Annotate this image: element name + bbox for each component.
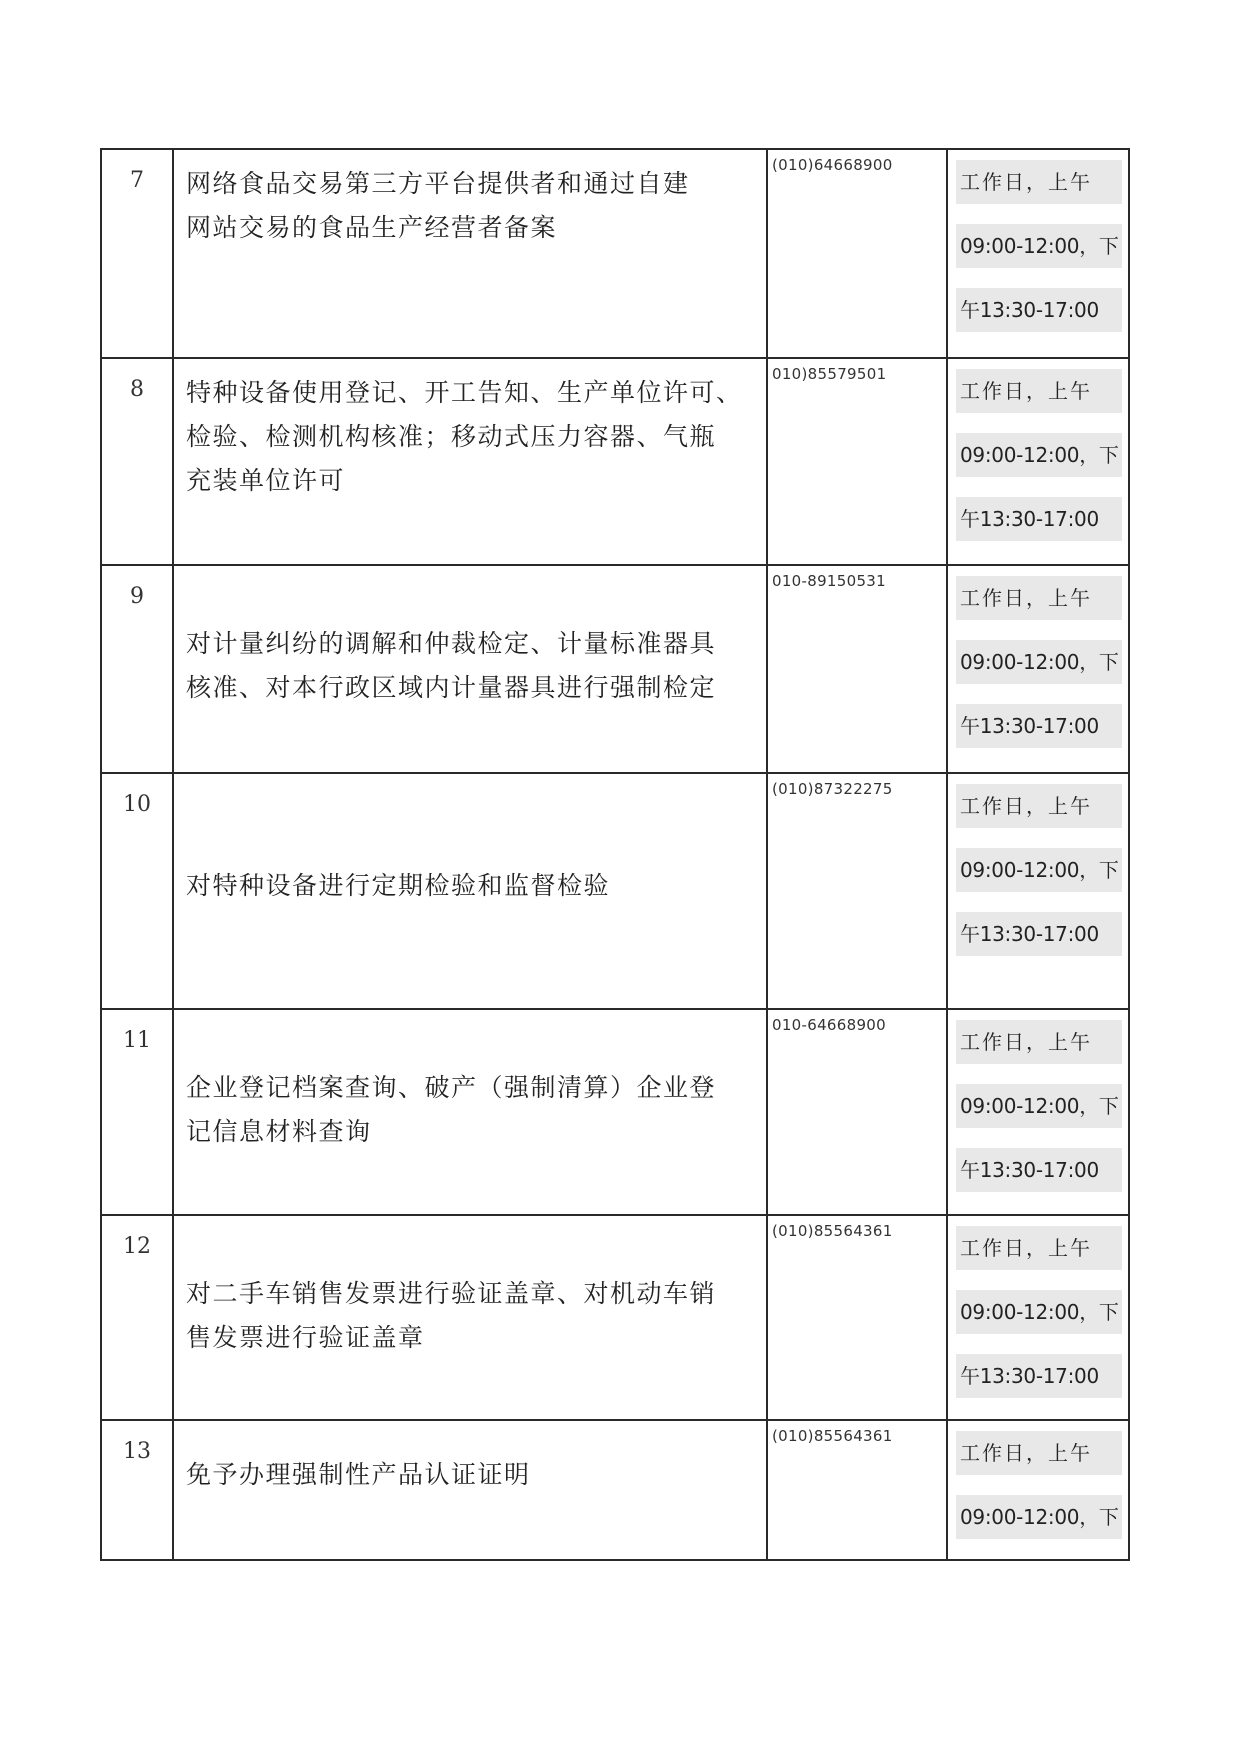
- service-item-text: [174, 1010, 766, 1154]
- office-hours-line: 午13:30-17:00: [956, 1354, 1122, 1398]
- service-item-cell: [173, 565, 767, 773]
- service-item-line: 对二手车销售发票进行验证盖章、对机动车销: [186, 1279, 717, 1308]
- office-hours-line: 工作日，上午: [956, 369, 1122, 413]
- row-number-cell: [101, 1215, 173, 1420]
- row-number: 10: [123, 792, 151, 817]
- table-row: [101, 1215, 1129, 1420]
- office-hours-cell: [947, 565, 1129, 773]
- office-hours-line: 09:00-12:00，下: [956, 640, 1122, 684]
- service-item-text: [174, 774, 766, 908]
- row-number-cell: [101, 565, 173, 773]
- office-hours-line: 09:00-12:00，下: [956, 1495, 1122, 1539]
- service-item-cell: [173, 1215, 767, 1420]
- office-hours-line: 工作日，上午: [956, 160, 1122, 204]
- phone-number: (010)87322275: [772, 780, 893, 798]
- row-number-cell: [101, 149, 173, 358]
- office-hours-line: 工作日，上午: [956, 1020, 1122, 1064]
- phone-cell: [767, 358, 947, 565]
- service-item-line: 售发票进行验证盖章: [186, 1323, 425, 1352]
- office-hours-line: 工作日，上午: [956, 576, 1122, 620]
- phone-number: 010-89150531: [772, 572, 886, 590]
- office-hours-line: 午13:30-17:00: [956, 1148, 1122, 1192]
- office-hours-line: 工作日，上午: [956, 784, 1122, 828]
- phone-cell: [767, 565, 947, 773]
- service-item-text: [174, 1421, 766, 1497]
- phone-cell: [767, 1215, 947, 1420]
- phone-number: 010)85579501: [772, 365, 887, 383]
- service-item-cell: [173, 149, 767, 358]
- table-row: [101, 1420, 1129, 1560]
- phone-cell: [767, 773, 947, 1009]
- service-item-cell: [173, 358, 767, 565]
- service-item-line: 网站交易的食品生产经营者备案: [186, 213, 558, 242]
- service-item-line: 企业登记档案查询、破产（强制清算）企业登: [186, 1073, 717, 1102]
- service-item-line: 检验、检测机构核准；移动式压力容器、气瓶: [186, 422, 717, 451]
- service-item-line: 记信息材料查询: [186, 1117, 372, 1146]
- service-item-cell: [173, 1009, 767, 1215]
- office-hours-line: 午13:30-17:00: [956, 288, 1122, 332]
- phone-number: (010)85564361: [772, 1427, 893, 1445]
- office-hours-line: 工作日，上午: [956, 1226, 1122, 1270]
- office-hours-line: 09:00-12:00，下: [956, 1084, 1122, 1128]
- row-number: 13: [123, 1439, 151, 1464]
- office-hours-line: 工作日，上午: [956, 1431, 1122, 1475]
- service-item-line: 免予办理强制性产品认证证明: [186, 1460, 531, 1489]
- office-hours-cell: [947, 358, 1129, 565]
- office-hours-line: 09:00-12:00，下: [956, 433, 1122, 477]
- table-row: [101, 149, 1129, 358]
- row-number-cell: [101, 1420, 173, 1560]
- service-item-text: [174, 566, 766, 710]
- office-hours-line: 午13:30-17:00: [956, 704, 1122, 748]
- service-item-cell: [173, 773, 767, 1009]
- office-hours-line: 午13:30-17:00: [956, 912, 1122, 956]
- service-item-line: 充装单位许可: [186, 466, 346, 495]
- service-table-body: [101, 149, 1129, 1560]
- office-hours-line: 09:00-12:00，下: [956, 1290, 1122, 1334]
- office-hours-cell: [947, 773, 1129, 1009]
- row-number-cell: [101, 358, 173, 565]
- row-number: 8: [130, 377, 144, 402]
- service-item-text: [174, 150, 766, 250]
- service-item-line: 对特种设备进行定期检验和监督检验: [186, 871, 611, 900]
- row-number-cell: [101, 1009, 173, 1215]
- office-hours-line: 09:00-12:00，下: [956, 848, 1122, 892]
- phone-number: (010)64668900: [772, 156, 893, 174]
- office-hours-line: 09:00-12:00，下: [956, 224, 1122, 268]
- service-item-line: 特种设备使用登记、开工告知、生产单位许可、: [186, 378, 743, 407]
- table-row: [101, 358, 1129, 565]
- service-item-line: 核准、对本行政区域内计量器具进行强制检定: [186, 673, 717, 702]
- phone-number: 010-64668900: [772, 1016, 886, 1034]
- office-hours-cell: [947, 1215, 1129, 1420]
- table-row: [101, 1009, 1129, 1215]
- service-item-text: [174, 1216, 766, 1360]
- service-item-text: [174, 359, 766, 503]
- service-item-line: 网络食品交易第三方平台提供者和通过自建: [186, 169, 690, 198]
- phone-cell: [767, 149, 947, 358]
- office-hours-cell: [947, 1420, 1129, 1560]
- row-number: 9: [130, 584, 144, 609]
- phone-number: (010)85564361: [772, 1222, 893, 1240]
- office-hours-cell: [947, 1009, 1129, 1215]
- row-number: 11: [123, 1028, 151, 1053]
- service-table: [100, 148, 1130, 1561]
- phone-cell: [767, 1420, 947, 1560]
- table-row: [101, 565, 1129, 773]
- phone-cell: [767, 1009, 947, 1215]
- office-hours-line: 午13:30-17:00: [956, 497, 1122, 541]
- office-hours-cell: [947, 149, 1129, 358]
- row-number: 7: [130, 168, 144, 193]
- row-number-cell: [101, 773, 173, 1009]
- service-item-line: 对计量纠纷的调解和仲裁检定、计量标准器具: [186, 629, 717, 658]
- table-row: [101, 773, 1129, 1009]
- row-number: 12: [123, 1234, 151, 1259]
- service-item-cell: [173, 1420, 767, 1560]
